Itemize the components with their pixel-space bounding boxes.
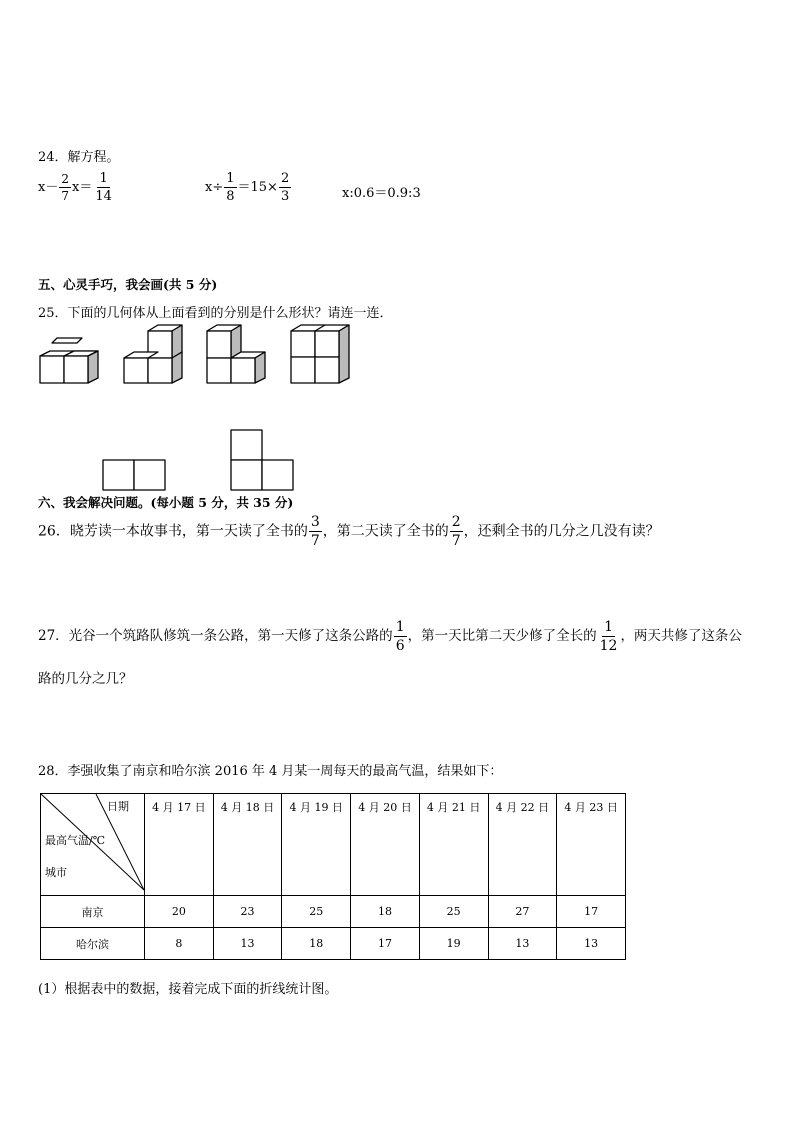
temp-cell: 17	[557, 896, 626, 928]
cube-figure-1	[40, 338, 98, 383]
date-header: 4 月 21 日	[419, 794, 488, 896]
section-6-heading: 六、我会解决问题。(每小题 5 分，共 35 分)	[38, 495, 294, 510]
city-cell: 南京	[41, 896, 145, 928]
q26-fraction-1	[309, 515, 322, 548]
eq1-f1-numerator: 2	[61, 172, 69, 186]
diag-label-city: 城市	[45, 866, 67, 879]
q26-f2-numerator: 2	[451, 514, 461, 530]
cube-figure-2	[124, 325, 182, 383]
q25-text: 25．下面的几何体从上面看到的分别是什么形状？请连一连．	[38, 306, 393, 321]
q27-fraction-2	[598, 620, 620, 653]
temp-cell: 25	[282, 896, 351, 928]
q26-text	[38, 515, 660, 548]
eq2-f2-numerator: 2	[280, 171, 290, 186]
q27-part-a: 27．光谷一个筑路队修筑一条公路，第一天修了这条公路的	[38, 628, 393, 644]
q26-f1-numerator: 3	[310, 514, 320, 530]
q24-title: 24．解方程。	[38, 150, 120, 165]
date-header: 4 月 17 日	[145, 794, 214, 896]
temp-cell: 13	[213, 928, 282, 960]
date-header: 4 月 22 日	[488, 794, 557, 896]
eq2-part-b: ＝15×	[237, 180, 278, 195]
diagonal-header-cell	[41, 794, 145, 896]
q27-f1-denominator: 6	[395, 638, 405, 654]
eq1-f2-denominator: 14	[95, 189, 112, 204]
table-row	[41, 928, 626, 960]
q26-fraction-2	[450, 515, 463, 548]
top-view-2	[231, 430, 293, 490]
temp-cell: 13	[557, 928, 626, 960]
temp-cell: 13	[488, 928, 557, 960]
temp-cell: 18	[282, 928, 351, 960]
temp-cell: 23	[213, 896, 282, 928]
q26-part-c: ，还剩全书的几分之几没有读？	[463, 523, 660, 540]
q27-fraction-1	[394, 620, 407, 653]
eq1-part-b: x＝	[71, 180, 93, 195]
date-header: 4 月 18 日	[213, 794, 282, 896]
date-header: 4 月 19 日	[282, 794, 351, 896]
date-header: 4 月 23 日	[557, 794, 626, 896]
eq1-f2-numerator: 1	[99, 171, 108, 186]
cube-figure-3	[207, 325, 265, 383]
q27-text	[38, 620, 742, 653]
table-header-row	[41, 794, 626, 896]
eq2-f2-denominator: 3	[280, 189, 290, 204]
eq2-part-a: x÷	[205, 180, 224, 195]
q27-part-c: ，两天共修了这条公	[620, 628, 742, 644]
cube-figure-4	[291, 325, 349, 383]
diag-label-temp: 最高气温/℃	[45, 834, 106, 847]
q26-part-a: 26．晓芳读一本故事书，第一天读了全书的	[38, 523, 308, 540]
temperature-table	[40, 793, 626, 960]
temp-cell: 8	[145, 928, 214, 960]
q24-equation-3: x:0.6＝0.9:3	[342, 186, 421, 201]
temp-cell: 20	[145, 896, 214, 928]
temp-cell: 19	[419, 928, 488, 960]
q27-line-2: 路的几分之几？	[38, 671, 133, 687]
eq1-f1-denominator: 7	[61, 189, 69, 203]
q28-title: 28．李强收集了南京和哈尔滨 2016 年 4 月某一周每天的最高气温，结果如下：	[38, 764, 503, 779]
eq2-f1-numerator: 1	[226, 171, 235, 186]
city-cell: 哈尔滨	[41, 928, 145, 960]
temp-cell: 18	[351, 896, 420, 928]
q27-f2-numerator: 1	[604, 619, 613, 635]
temp-cell: 27	[488, 896, 557, 928]
section-5-heading: 五、心灵手巧，我会画(共 5 分)	[38, 277, 218, 292]
q27-f1-numerator: 1	[395, 619, 405, 635]
q27-part-b: ，第一天比第二天少修了全长的	[407, 628, 597, 644]
temp-cell: 25	[419, 896, 488, 928]
diag-label-date: 日期	[107, 800, 129, 813]
eq1-part-a: x－	[38, 180, 59, 195]
q28-subquestion-1: (1）根据表中的数据，接着完成下面的折线统计图。	[38, 982, 338, 997]
eq2-f1-denominator: 8	[226, 189, 235, 204]
q26-f1-denominator: 7	[310, 533, 320, 549]
q26-part-b: ，第二天读了全书的	[322, 523, 449, 540]
q26-f2-denominator: 7	[451, 533, 461, 549]
table-row	[41, 896, 626, 928]
q27-f2-denominator: 12	[599, 638, 618, 654]
temp-cell: 17	[351, 928, 420, 960]
top-view-1	[103, 460, 165, 490]
cube-figures	[0, 0, 794, 500]
date-header: 4 月 20 日	[351, 794, 420, 896]
